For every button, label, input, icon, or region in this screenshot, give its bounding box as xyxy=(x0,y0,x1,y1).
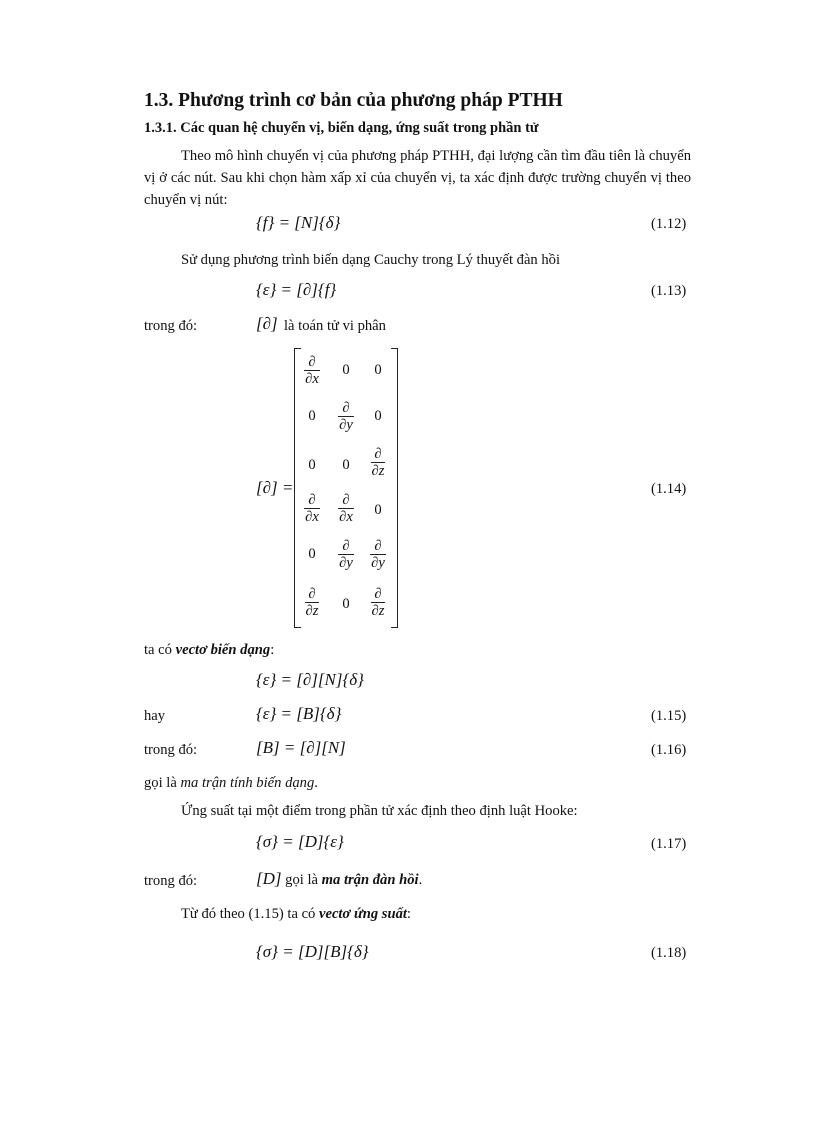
matrix-cell: $\frac{\partial}{\partial y}$ xyxy=(339,538,353,571)
equation-1-13: {ε} = [∂]{f} xyxy=(256,280,337,299)
strain-matrix-definition: gọi là ma trận tính biến dạng. xyxy=(144,775,318,791)
where-label-1: trong đó: xyxy=(144,318,198,334)
equation-number-1-15: (1.15) xyxy=(651,708,687,724)
equation-number-1-13: (1.13) xyxy=(651,283,687,299)
matrix-right-bracket xyxy=(391,348,398,628)
matrix-cell: $\frac{\partial}{\partial z}$ xyxy=(305,586,319,619)
equation-strain: {ε} = [∂][N]{δ} xyxy=(256,670,364,689)
where-label-3: trong đó: xyxy=(144,873,198,889)
matrix-cell: $\frac{\partial}{\partial y}$ xyxy=(339,400,353,433)
where-label-2: trong đó: xyxy=(144,742,198,758)
equation-1-18: {σ} = [D][B]{δ} xyxy=(256,942,369,961)
equation-1-17: {σ} = [D]{ε} xyxy=(256,832,344,851)
matrix-cell: $\frac{\partial}{\partial x}$ xyxy=(305,492,319,525)
equation-1-16: [B] = [∂][N] xyxy=(256,738,346,757)
section-heading: 1.3. Phương trình cơ bản của phương pháp PTHH xyxy=(144,90,563,111)
hooke-sentence: Ứng suất tại một điểm trong phần tử xác định theo định luật Hooke: xyxy=(181,803,578,819)
matrix-cell: 0 xyxy=(374,362,382,378)
differential-operator-matrix xyxy=(294,348,398,628)
matrix-cell: 0 xyxy=(308,546,316,562)
matrix-cell: $\frac{\partial}{\partial z}$ xyxy=(371,446,385,479)
matrix-left-bracket xyxy=(294,348,301,628)
matrix-cell: $\frac{\partial}{\partial z}$ xyxy=(371,586,385,619)
equation-number-1-12: (1.12) xyxy=(651,216,687,232)
matrix-cell: 0 xyxy=(308,457,316,473)
cauchy-sentence: Sử dụng phương trình biến dạng Cauchy trong Lý thuyết đàn hồi xyxy=(181,252,561,268)
equation-number-1-14: (1.14) xyxy=(651,481,687,497)
subsection-heading: 1.3.1. Các quan hệ chuyển vị, biến dạng, ứng suất trong phần tử xyxy=(144,120,539,136)
matrix-cell: 0 xyxy=(374,408,382,424)
elastic-matrix-definition: [D] gọi là ma trận đàn hồi. xyxy=(256,869,423,888)
equation-number-1-18: (1.18) xyxy=(651,945,687,961)
equation-number-1-17: (1.17) xyxy=(651,836,687,852)
stress-vector-line: Từ đó theo (1.15) ta có vectơ ứng suất: xyxy=(181,906,411,922)
matrix-cell: $\frac{\partial}{\partial y}$ xyxy=(371,538,385,571)
equation-number-1-16: (1.16) xyxy=(651,742,687,758)
matrix-cell: $\frac{\partial}{\partial x}$ xyxy=(339,492,353,525)
matrix-cell: $\frac{\partial}{\partial x}$ xyxy=(305,354,319,387)
matrix-cell: 0 xyxy=(342,596,350,612)
matrix-cell: 0 xyxy=(342,362,350,378)
matrix-lhs: [∂] = xyxy=(256,478,294,497)
strain-vector-line: ta có vectơ biến dạng: xyxy=(144,642,275,658)
matrix-cell: 0 xyxy=(374,502,382,518)
matrix-cell: 0 xyxy=(342,457,350,473)
matrix-cell: 0 xyxy=(308,408,316,424)
hay-label: hay xyxy=(144,708,166,724)
equation-1-12: {f} = [N]{δ} xyxy=(256,213,341,232)
intro-paragraph: Theo mô hình chuyển vị của phương pháp PTHH, đại lượng cần tìm đầu tiên là chuyển vị ở các nút. Sau khi chọn hàm xấp xỉ của chuyển vị, ta xác định được trường chuyển vị theo chuyển vị nút: xyxy=(144,148,691,208)
differential-operator-desc: là toán tử vi phân xyxy=(284,318,386,334)
differential-operator-symbol: [∂] xyxy=(256,314,278,333)
equation-1-15: {ε} = [B]{δ} xyxy=(256,704,342,723)
